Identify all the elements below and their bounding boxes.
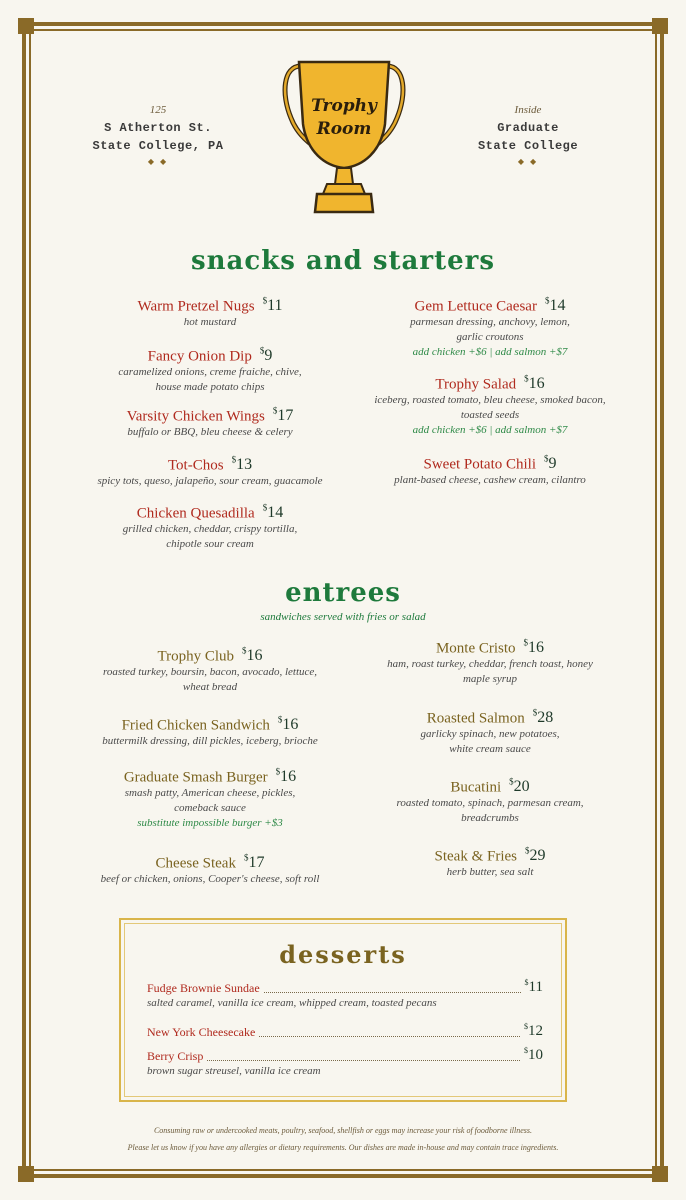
footer-disclaimer-2: Please let us know if you have any allergies or dietary requirements. Our dishes are made in-house and may contain trace ingredients.	[127, 1143, 559, 1152]
dessert-price	[524, 1022, 543, 1040]
menu-item-title	[68, 646, 352, 665]
menu-item	[345, 296, 635, 360]
price-symbol: $	[524, 978, 529, 987]
price-symbol: $	[262, 503, 268, 513]
price-symbol: $	[523, 638, 529, 648]
menu-item-description: garlic croutons	[456, 331, 524, 344]
dessert-item	[147, 1046, 543, 1077]
menu-item-name: Trophy Club	[157, 648, 235, 665]
address-right	[448, 104, 608, 166]
price-value: 12	[528, 1023, 543, 1039]
menu-item-title	[68, 406, 352, 425]
menu-item-name: Varsity Chicken Wings	[126, 408, 265, 425]
menu-item-title	[68, 767, 352, 786]
menu-item	[68, 715, 352, 749]
dessert-description: salted caramel, vanilla ice cream, whipped cream, toasted pecans	[147, 997, 437, 1009]
menu-item-name: Fancy Onion Dip	[147, 348, 252, 365]
price-symbol: $	[524, 1022, 528, 1031]
menu-item-description: toasted seeds	[460, 409, 520, 422]
price-value: 14	[549, 297, 566, 315]
location-label: Inside	[514, 104, 542, 116]
menu-item-name: Tot-Chos	[167, 457, 224, 474]
menu-item-price	[273, 407, 294, 424]
location-brand: Graduate	[497, 121, 559, 135]
address-left	[78, 104, 238, 166]
menu-item-description: plant-based cheese, cashew cream, cilantro	[394, 474, 586, 487]
dessert-leader-dots	[259, 1036, 520, 1037]
menu-item-description: parmesan dressing, anchovy, lemon,	[410, 316, 570, 329]
price-value: 9	[264, 347, 273, 365]
menu-item-description: chipotle sour cream	[166, 538, 254, 551]
price-value: 10	[528, 1047, 543, 1063]
logo-text-line2: Room	[316, 119, 372, 139]
menu-item-price	[533, 709, 554, 726]
frame-bottom-inner	[26, 1169, 660, 1171]
price-value: 14	[267, 504, 284, 522]
address-dots: ◆ ◆	[147, 157, 169, 166]
section-title-entrees: entrees	[285, 578, 401, 608]
menu-item-price	[260, 347, 273, 364]
menu-item-title	[68, 455, 352, 474]
menu-item-title	[345, 638, 635, 657]
price-symbol: $	[524, 374, 529, 384]
menu-item-description: iceberg, roasted tomato, bleu cheese, smoked bacon,	[374, 394, 606, 407]
price-symbol: $	[243, 853, 249, 863]
menu-item-price	[509, 778, 530, 795]
menu-item	[345, 638, 635, 687]
menu-item-addon: substitute impossible burger +$3	[137, 817, 283, 830]
price-symbol: $	[272, 406, 278, 416]
price-symbol: $	[231, 455, 237, 465]
desserts-box	[119, 918, 567, 1102]
menu-item-price	[263, 297, 283, 314]
menu-item-price	[278, 716, 299, 733]
menu-item-price	[524, 639, 545, 656]
menu-item-description: beef or chicken, onions, Cooper's cheese, soft roll	[100, 873, 320, 886]
menu-item-title	[345, 777, 635, 796]
dessert-name: Berry Crisp	[147, 1049, 204, 1063]
menu-item-name: Monte Cristo	[435, 640, 516, 657]
section-title-snacks: snacks and starters	[191, 246, 495, 276]
menu-item-title	[345, 708, 635, 727]
price-value: 13	[236, 456, 253, 474]
dessert-line	[147, 1022, 543, 1040]
price-value: 17	[248, 854, 265, 872]
menu-item-price	[263, 504, 284, 521]
menu-item-description: buffalo or BBQ, bleu cheese & celery	[127, 426, 293, 439]
frame-corner	[18, 18, 34, 34]
price-value: 16	[280, 768, 297, 786]
menu-item-description: comeback sauce	[174, 802, 246, 815]
price-value: 16	[528, 639, 545, 657]
menu-item-description: white cream sauce	[449, 743, 531, 756]
menu-item	[68, 767, 352, 831]
price-symbol: $	[532, 708, 538, 718]
frame-top	[26, 22, 660, 26]
dessert-leader-dots	[264, 992, 521, 993]
menu-item	[68, 853, 352, 887]
menu-item	[68, 503, 352, 552]
menu-item-name: Roasted Salmon	[426, 710, 525, 727]
price-value: 16	[246, 647, 263, 665]
menu-item-name: Gem Lettuce Caesar	[414, 298, 537, 315]
menu-item-price	[525, 847, 546, 864]
price-symbol: $	[242, 646, 247, 656]
menu-item	[345, 454, 635, 488]
dessert-description: brown sugar streusel, vanilla ice cream	[147, 1065, 321, 1077]
price-value: 16	[282, 716, 299, 734]
menu-item-title	[68, 346, 352, 365]
menu-item-addon: add chicken +$6 | add salmon +$7	[412, 346, 568, 359]
menu-item-name: Bucatini	[450, 779, 502, 796]
trophy-logo-icon	[281, 54, 407, 220]
menu-item-price	[545, 297, 566, 314]
menu-item	[68, 646, 352, 695]
frame-corner	[652, 1166, 668, 1182]
price-value: 28	[537, 709, 554, 727]
menu-item-description: spicy tots, queso, jalapeño, sour cream, guacamole	[97, 475, 323, 488]
menu-item-description: house made potato chips	[155, 381, 265, 394]
price-value: 20	[513, 778, 530, 796]
menu-item-description: wheat bread	[182, 681, 238, 694]
menu-item-price	[524, 375, 545, 392]
menu-item-addon: add chicken +$6 | add salmon +$7	[412, 424, 568, 437]
address-number: 125	[149, 104, 167, 116]
section-title-desserts: desserts	[279, 940, 407, 969]
section-subtitle-entrees: sandwiches served with fries or salad	[260, 611, 426, 623]
menu-item-description: breadcrumbs	[461, 812, 519, 825]
menu-item-title	[345, 296, 635, 315]
price-value: 17	[277, 407, 294, 425]
menu-item-title	[345, 374, 635, 393]
price-value: 16	[528, 375, 545, 393]
price-value: 11	[267, 297, 283, 315]
location-city: State College	[477, 139, 579, 153]
price-value: 11	[528, 979, 543, 995]
dessert-item	[147, 1022, 543, 1040]
menu-item-title	[68, 715, 352, 734]
price-symbol: $	[525, 846, 530, 856]
price-symbol: $	[259, 346, 265, 356]
menu-item-name: Fried Chicken Sandwich	[121, 717, 270, 734]
frame-corner	[18, 1166, 34, 1182]
menu-item-description: buttermilk dressing, dill pickles, iceberg, brioche	[102, 735, 318, 748]
menu-item-title	[68, 853, 352, 872]
menu-item-price	[244, 854, 265, 871]
menu-item	[68, 296, 352, 330]
dessert-price	[524, 1046, 543, 1064]
location-dots: ◆ ◆	[517, 157, 539, 166]
price-symbol: $	[262, 296, 268, 306]
menu-item-description: roasted tomato, spinach, parmesan cream,	[396, 797, 584, 810]
menu-item	[68, 346, 352, 395]
menu-item	[345, 708, 635, 757]
menu-item-description: garlicky spinach, new potatoes,	[420, 728, 560, 741]
menu-item-description: maple syrup	[462, 673, 518, 686]
price-symbol: $	[544, 296, 550, 306]
address-street: S Atherton St.	[104, 121, 212, 135]
menu-item-title	[345, 846, 635, 865]
address-city: State College, PA	[92, 139, 224, 153]
menu-item-title	[68, 296, 352, 315]
menu-item	[345, 777, 635, 826]
frame-bottom	[26, 1174, 660, 1178]
footer-disclaimer-1: Consuming raw or undercooked meats, poultry, seafood, shellfish or eggs may increase your risk of foodborne illness.	[153, 1126, 533, 1135]
menu-item-description: caramelized onions, creme fraiche, chive,	[118, 366, 302, 379]
menu-item-description: herb butter, sea salt	[446, 866, 534, 879]
frame-top-inner	[26, 29, 660, 31]
menu-item-price	[544, 455, 557, 472]
menu-item-price	[232, 456, 253, 473]
dessert-name: Fudge Brownie Sundae	[147, 981, 260, 995]
menu-item-description: hot mustard	[183, 316, 237, 329]
menu-item	[68, 455, 352, 489]
menu-item-name: Chicken Quesadilla	[136, 505, 255, 522]
menu-item-name: Graduate Smash Burger	[123, 769, 268, 786]
price-symbol: $	[277, 715, 283, 725]
menu-item-name: Steak & Fries	[434, 848, 517, 865]
dessert-name: New York Cheesecake	[147, 1025, 256, 1039]
menu-item-description: smash patty, American cheese, pickles,	[124, 787, 296, 800]
price-symbol: $	[509, 777, 514, 787]
dessert-item	[147, 978, 543, 1009]
price-value: 9	[548, 455, 557, 473]
price-symbol: $	[524, 1046, 528, 1055]
menu-item-name: Cheese Steak	[155, 855, 236, 872]
menu-item-description: roasted turkey, boursin, bacon, avocado, lettuce,	[102, 666, 318, 679]
menu-item-name: Warm Pretzel Nugs	[137, 298, 255, 315]
menu-item-title	[68, 503, 352, 522]
menu-item-price	[242, 647, 263, 664]
price-symbol: $	[275, 767, 281, 777]
menu-item-title	[345, 454, 635, 473]
menu-item-name: Sweet Potato Chili	[423, 456, 536, 473]
frame-corner	[652, 18, 668, 34]
dessert-line	[147, 978, 543, 996]
price-symbol: $	[544, 454, 549, 464]
menu-item	[345, 846, 635, 880]
menu-item	[345, 374, 635, 438]
price-value: 29	[529, 847, 546, 865]
menu-item-name: Trophy Salad	[435, 376, 517, 393]
dessert-leader-dots	[207, 1060, 520, 1061]
menu-item-description: ham, roast turkey, cheddar, french toast, honey	[387, 658, 593, 671]
menu-item-price	[276, 768, 297, 785]
dessert-line	[147, 1046, 543, 1064]
menu-item-description: grilled chicken, cheddar, crispy tortilla,	[122, 523, 298, 536]
logo-text-line1: Trophy	[311, 96, 377, 116]
dessert-price	[525, 978, 543, 996]
menu-item	[68, 406, 352, 440]
